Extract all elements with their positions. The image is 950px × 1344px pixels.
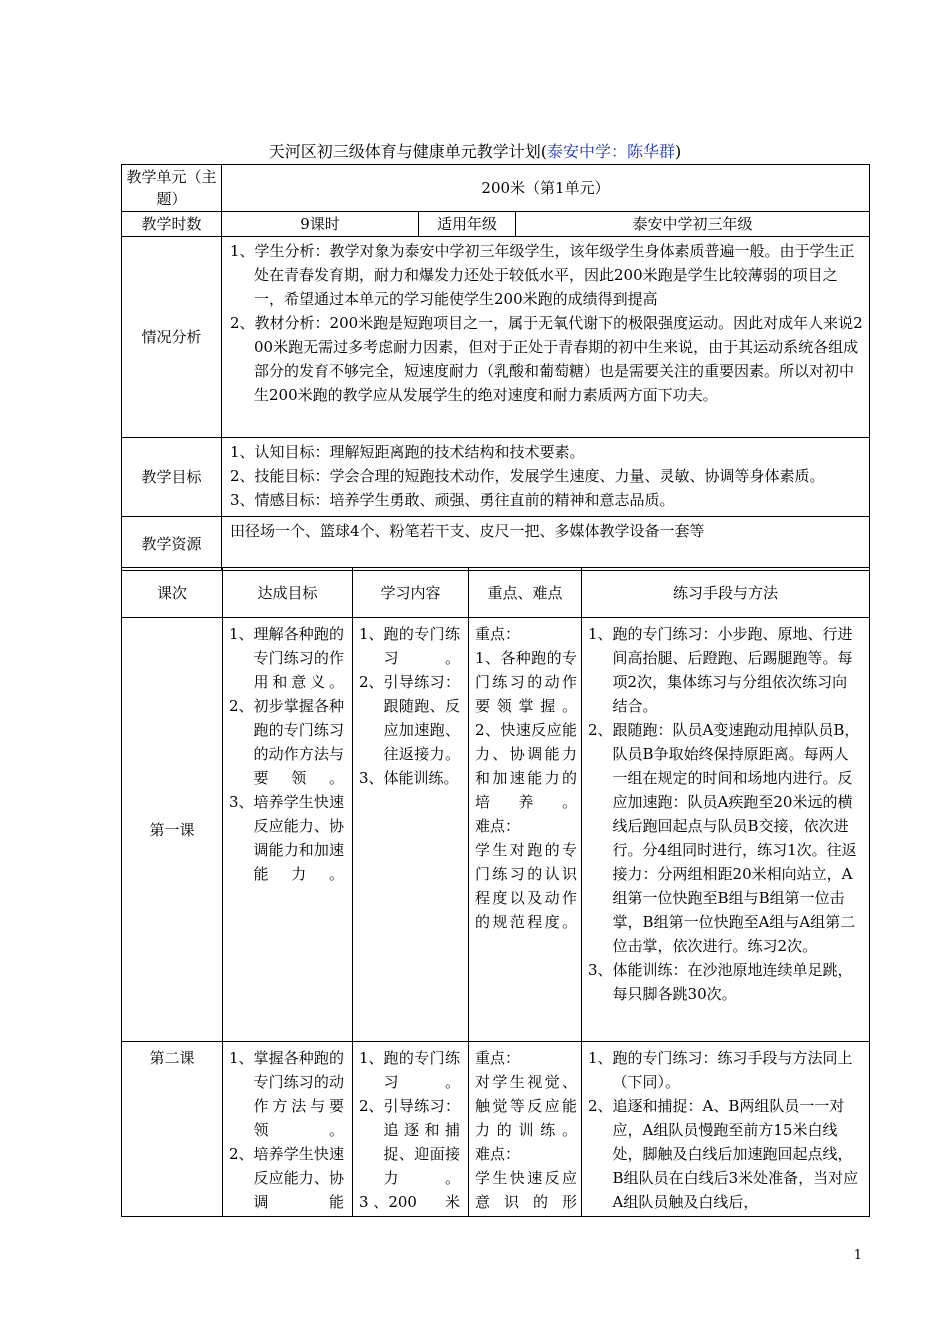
situation-content [222, 237, 870, 438]
hours-value: 9课时 [222, 212, 419, 237]
unit-plan-header-table [121, 164, 870, 571]
unit-value: 200米（第1单元） [222, 165, 870, 212]
page-title: 天河区初三级体育与健康单元教学计划(泰安中学：陈华群) [268, 142, 682, 161]
lesson-header: 学习内容 [353, 568, 469, 618]
lesson-table [121, 567, 870, 1217]
lesson-header: 课次 [122, 568, 223, 618]
goals-content [222, 438, 870, 517]
lesson-header: 达成目标 [223, 568, 353, 618]
author-credit: 泰安中学：陈华群 [546, 142, 675, 161]
goals-label: 教学目标 [122, 438, 222, 517]
lesson-focus: 重点： 1、各种跑的专门练习的动作要领掌握。 2、快速反应能力、协调能力和加速能力的培养。 难点： 学生对跑的专门练习的认识程度以及动作的规范程度。 [469, 618, 582, 1042]
goal-item: 2、技能目标：学会合理的短跑技术动作，发展学生速度、力量、灵敏、协调等身体素质。 [230, 467, 825, 485]
situation-item: 1、学生分析：教学对象为泰安中学初三年级学生，该年级学生身体素质普遍一般。由于学生正处在青春发育期，耐力和爆发力还处于较低水平，因此200米跑是学生比较薄弱的项目之一，希望通过本单元的学习能使学生200米跑的成绩得到提高 [230, 242, 855, 308]
resources-label: 教学资源 [122, 517, 222, 571]
page-number: 1 [853, 1248, 862, 1263]
lesson-row [122, 1042, 870, 1217]
lesson-methods: 1、 跑的专门练习：小步跑、原地、行进间高抬腿、后蹬跑、后踢腿跑等。每项2次，集体练习与分组依次练习向结合。 2、 跟随跑：队员A变速跑动甩掉队员B，队员B争取始终保持原距离。每两人一组在规定的时间和场地内进行。反应加速跑：队员A疾跑至20米远的横线后跑回起点与队员B交接，依次进行。分4组同时进行，练习1次。往返接力：分两组相距20米相向站立，A组第一位快跑至B组与B组第一位击掌，B组第一位快跑至A组与A组第二位击掌，依次进行。练习2次。 3、 体能训练：在沙池原地连续单足跳，每只脚各跳30次。 [582, 618, 870, 1042]
lesson-focus: 重点： 对学生视觉、触觉等反应能力的训练。 难点： 学生快速反应意识的形 [469, 1042, 582, 1217]
grade-label: 适用年级 [419, 212, 516, 237]
goal-item: 1、认知目标：理解短距离跑的技术结构和技术要素。 [230, 443, 585, 461]
hours-label: 教学时数 [122, 212, 222, 237]
situation-item: 2、教材分析：200米跑是短跑项目之一，属于无氧代谢下的极限强度运动。因此对成年人来说200米跑无需过多考虑耐力因素，但对于正处于青春期的初中生来说，由于其运动系统各组成部分的发育不够完全，短速度耐力（乳酸和葡萄糖）也是需要关注的重要因素。所以对初中生200米跑的教学应从发展学生的绝对速度和耐力素质两方面下功夫。 [230, 314, 863, 404]
lesson-name: 第二课 [122, 1042, 223, 1217]
lesson-methods: 1、 跑的专门练习：练习手段与方法同上（下同）。 2、 追逐和捕捉：A、B两组队员一一对应，A组队员慢跑至前方15米白线处，脚触及白线后加速跑回起点线，B组队员在白线后3米处准备，当对应A组队员触及白线后， [582, 1042, 870, 1217]
lesson-header: 练习手段与方法 [582, 568, 870, 618]
lesson-row [122, 618, 870, 1042]
unit-label: 教学单元（主题） [122, 165, 222, 212]
lesson-content: 1、 跑的专门练习。 2、 引导练习：追逐和捕捉、迎面接力。 3 、 200 米 [353, 1042, 469, 1217]
grade-value: 泰安中学初三年级 [516, 212, 870, 237]
goal-item: 3、情感目标：培养学生勇敢、顽强、勇往直前的精神和意志品质。 [230, 491, 675, 509]
lesson-content: 1、 跑的专门练习。 2、 引导练习：跟随跑、反应加速跑、往返接力。 3、 体能训练。 [353, 618, 469, 1042]
lesson-goals: 1、 掌握各种跑的专门练习的动作方法与要领。 2、 培养学生快速反应能力、协调能 [223, 1042, 353, 1217]
resources-content: 田径场一个、篮球4个、粉笔若干支、皮尺一把、多媒体教学设备一套等 [222, 517, 870, 571]
lesson-header: 重点、难点 [469, 568, 582, 618]
situation-label: 情况分析 [122, 237, 222, 438]
lesson-goals: 1、 理解各种跑的专门练习的作用和意义。 2、 初步掌握各种跑的专门练习的动作方法与要领。 3、 培养学生快速反应能力、协调能力和加速能力。 [223, 618, 353, 1042]
lesson-name: 第一课 [122, 618, 223, 1042]
